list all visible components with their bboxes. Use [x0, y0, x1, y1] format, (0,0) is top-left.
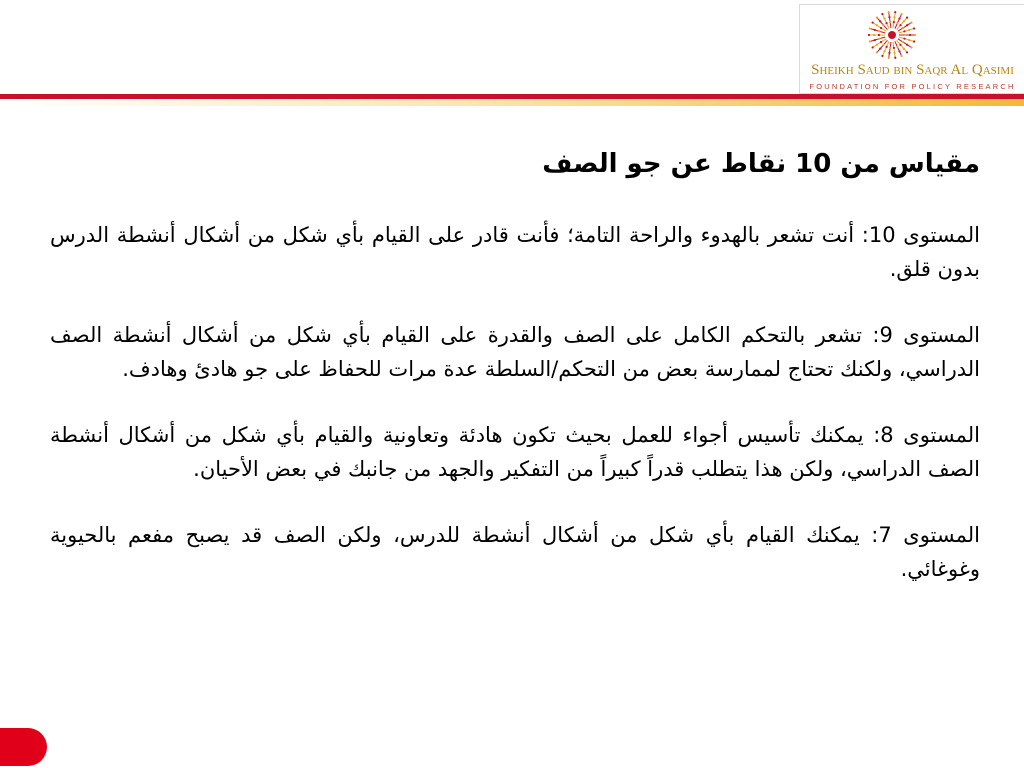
level-10-paragraph: المستوى 10: أنت تشعر بالهدوء والراحة التامة؛ فأنت قادر على القيام بأي شكل من أشكال أنشطة الدرس بدون قلق. — [50, 223, 980, 281]
starburst-emblem-icon — [864, 7, 920, 63]
logo-name: Sheikh Saud bin Saqr Al Qasimi — [811, 62, 1014, 78]
level-7-paragraph: المستوى 7: يمكنك القيام بأي شكل من أشكال أنشطة للدرس، ولكن الصف قد يصبح مفعم بالحيوية وغوغائي. — [50, 523, 981, 581]
slide-content — [50, 142, 980, 618]
slide-title: مقياس من 10 نقاط عن جو الصف — [542, 149, 980, 179]
corner-decoration — [0, 728, 47, 766]
header-accent-bar — [0, 99, 1024, 106]
level-9-paragraph: المستوى 9: تشعر بالتحكم الكامل على الصف والقدرة على القيام بأي شكل من أشكال أنشطة الصف الدراسي، ولكنك تحتاج لممارسة بعض من التحكم/السلطة عدة مرات للحفاظ على جو هادئ وهادف. — [50, 323, 981, 381]
foundation-logo — [799, 4, 1024, 94]
logo-subtitle: FOUNDATION FOR POLICY RESEARCH — [809, 82, 1016, 91]
level-8-paragraph: المستوى 8: يمكنك تأسيس أجواء للعمل بحيث تكون هادئة وتعاونية والقيام بأي شكل من أشكال أنشطة الصف الدراسي، ولكن هذا يتطلب قدراً كبيراً من التفكير والجهد من جانبك في بعض الأحيان. — [50, 423, 980, 481]
